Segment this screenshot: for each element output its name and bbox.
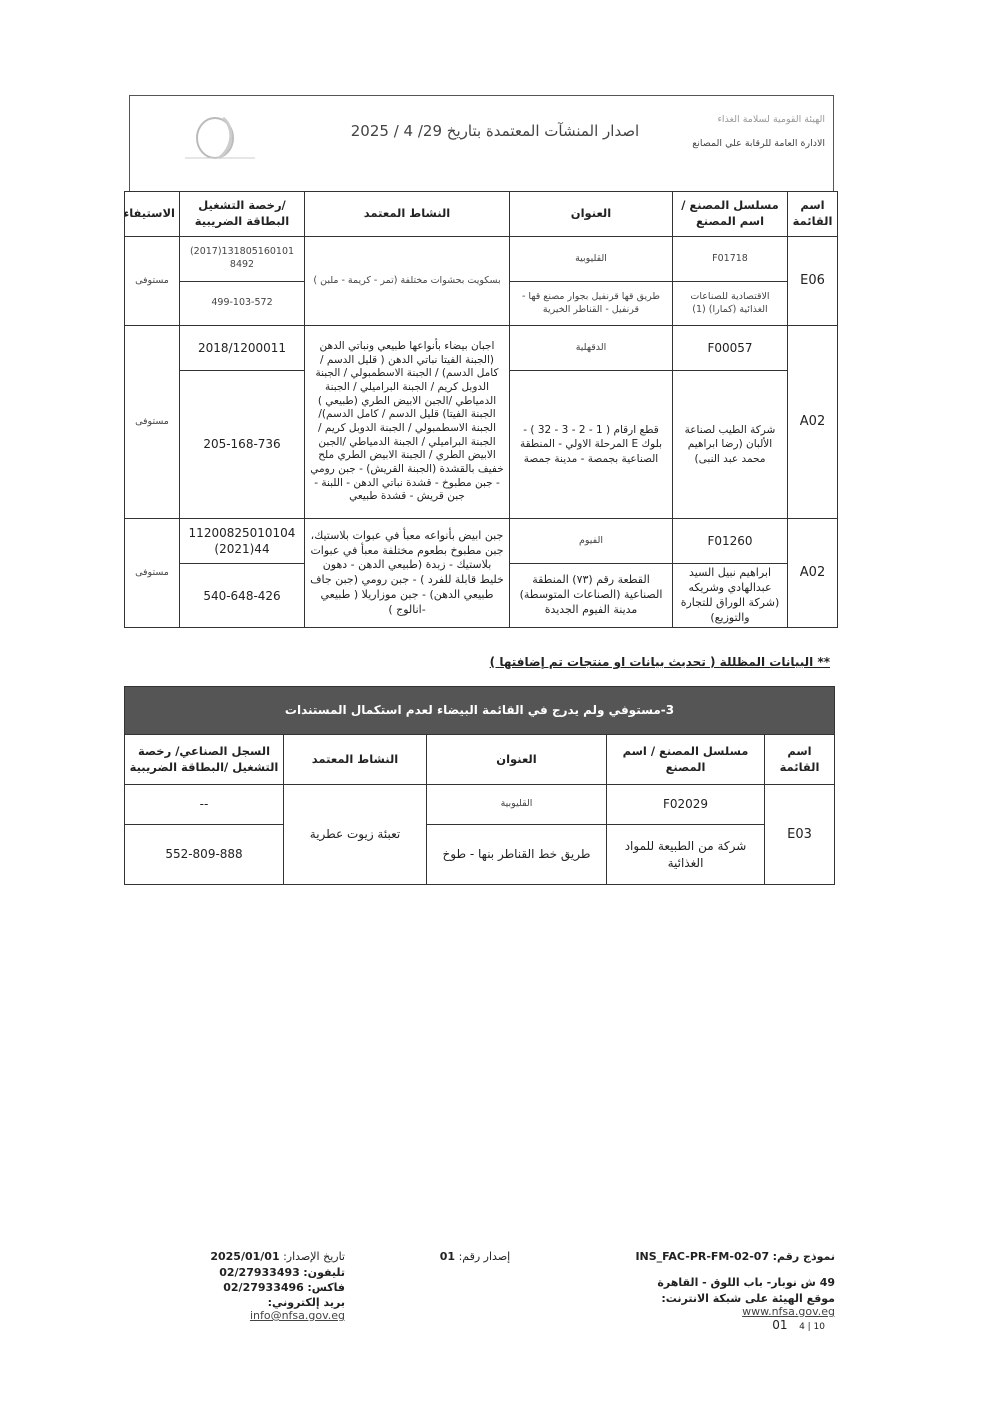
col-address: العنوان <box>427 735 607 785</box>
address: طريق خط القناطر بنها - طوخ <box>427 825 607 885</box>
phone: تليفون: 02/27933493 <box>219 1266 345 1279</box>
email-link[interactable]: info@nfsa.gov.eg <box>249 1309 345 1322</box>
form-number: نموذج رقم: INS_FAC-PR-FM-02-07 <box>635 1250 835 1263</box>
page-title: اصدار المنشآت المعتمدة بتاريخ 29/ 4 / 2025 <box>350 122 640 140</box>
list-code: E03 <box>765 785 835 885</box>
org-name: الهيئة القومية لسلامة الغذاء <box>717 114 825 125</box>
col-factory: مسلسل المصنع / اسم المصنع <box>607 735 765 785</box>
approved-activity: جبن ابيض بأنواعه معبأ في عبوات بلاستيك، جبن مطبوخ بطعوم مختلفة معبأ في عبوات بلاستيك - زبدة (طبيعي الدهن - دهون خليط قابلة للفرد ) - جبن رومي (جبن جاف طبيعي الدهن) - جبن موزاريلا ( طبيعي -انالوج ) <box>305 519 510 628</box>
governorate: الفيوم <box>510 519 673 564</box>
factory-serial: F02029 <box>607 785 765 825</box>
list-code: A02 <box>788 326 838 519</box>
col-list: اسم القائمة <box>788 192 838 237</box>
table-row <box>125 825 835 885</box>
col-status: الاستيفاء <box>125 192 180 237</box>
operating-license: 11200825010104 (2021)44 <box>180 519 305 564</box>
col-list: اسم القائمة <box>765 735 835 785</box>
operating-license: (2017)131805160101 8492 <box>180 237 305 282</box>
factory-name: ابراهيم نبيل السيد عبدالهادي وشريكه (شركة الوراق للتجارة والتوزيع) <box>673 564 788 628</box>
governorate: القليوبية <box>427 785 607 825</box>
tax-card: 499-103-572 <box>180 282 305 326</box>
industrial-register: -- <box>125 785 284 825</box>
approved-facilities-table <box>124 191 838 628</box>
address: قطع ارقام ( 1 - 2 - 3 - 32 ) - بلوك E المرحلة الاولي - المنطقة الصناعية بجمصة - مدينة جمصة <box>510 371 673 519</box>
org-department: الادارة العامة للرقابة علي المصانع <box>692 138 825 149</box>
factory-name: شركة من الطبيعة للمواد الغذائية <box>607 825 765 885</box>
tax-card: 205-168-736 <box>180 371 305 519</box>
table-row <box>125 785 835 825</box>
section-banner: 3-مستوفي ولم يدرج في القائمة البيضاء لعدم استكمال المستندات <box>125 687 835 735</box>
issue-date: تاريخ الإصدار: 2025/01/01 <box>210 1250 345 1263</box>
table-header-row <box>125 192 838 237</box>
page-header <box>129 95 834 192</box>
governorate: القليوبية <box>510 237 673 282</box>
footer <box>120 1250 835 1350</box>
table-row <box>125 326 838 371</box>
operating-license: 2018/1200011 <box>180 326 305 371</box>
fax: فاكس: 02/27933496 <box>223 1281 345 1294</box>
website: موقع الهيئة على شبكة الانترنت: www.nfsa.gov.eg <box>661 1292 835 1318</box>
incomplete-documents-table <box>124 686 835 885</box>
approved-activity: بسكويت بحشوات مختلفة (تمر - كريمة - ملبن ) <box>305 237 510 326</box>
col-address: العنوان <box>510 192 673 237</box>
factory-name: الاقتصادية للصناعات الغذائية (كمارا) (1) <box>673 282 788 326</box>
table-row <box>125 237 838 282</box>
address: القطعة رقم (٧٣) المنطقة الصناعية (الصناعات المتوسطة) مدينة الفيوم الجديدة <box>510 564 673 628</box>
col-factory: مسلسل المصنع / اسم المصنع <box>673 192 788 237</box>
approved-activity: اجبان بيضاء بأنواعها طبيعي ونباتي الدهن (الجبنة الفيتا نباتي الدهن ( قليل الدسم / كامل الدسم) / الجبنة الاسطمبولي / الجبنة الدوبل كريم / الجبنة البراميلي / الجبنة الدمياطي /الجبن الابيض الطري (طبيعي ) الجبنة الفيتا) قليل الدسم / كامل الدسم)/ الجبنة الاسطمبولي / الجبنة الدوبل كريم / الجبنة البراميلي / الجبنة الدمياطي /الجبن الابيض الطري / الجبنة الابيض الطري ملح خفيف بالقشدة (الجبنة القريش) - جبن رومي - جبن مطبوخ - قشدة نباتي الدهن - اللبنة - جبن قريش - قشدة طبيعي <box>305 326 510 519</box>
col-activity: النشاط المعتمد <box>284 735 427 785</box>
col-license: /رخصة التشغيل البطاقة الضريبية <box>180 192 305 237</box>
status: مستوفى <box>125 237 180 326</box>
factory-serial: F01260 <box>673 519 788 564</box>
org-logo <box>175 108 265 164</box>
issue-number: إصدار رقم: 01 <box>439 1250 511 1263</box>
status: مستوفى <box>125 519 180 628</box>
table-row <box>125 519 838 564</box>
approved-activity: تعبئة زيوت عطرية <box>284 785 427 885</box>
factory-name: شركة الطيب لصناعة الألبان (رضا ابراهيم محمد عبد النبى) <box>673 371 788 519</box>
factory-serial: F00057 <box>673 326 788 371</box>
address-line: 49 ش نوبار- باب اللوق - القاهرة <box>657 1276 835 1289</box>
col-license: السجل الصناعي/ رخصة التشغيل /البطاقة الضريبية <box>125 735 284 785</box>
tax-card: 552-809-888 <box>125 825 284 885</box>
website-link[interactable]: www.nfsa.gov.eg <box>742 1305 835 1318</box>
status: مستوفى <box>125 326 180 519</box>
tax-card: 540-648-426 <box>180 564 305 628</box>
address: طريق قها قرنفيل بجوار مصنع قها - قرنفيل - القناطر الخيرية <box>510 282 673 326</box>
email: بريد إلكتروني: info@nfsa.gov.eg <box>249 1296 345 1322</box>
factory-serial: F01718 <box>673 237 788 282</box>
highlight-note: ** البيانات المظللة ( تحديث بيانات او منتجات تم إضافتها ) <box>489 655 830 669</box>
governorate: الدقهلية <box>510 326 673 371</box>
table-header-row <box>125 735 835 785</box>
list-code: E06 <box>788 237 838 326</box>
list-code: A02 <box>788 519 838 628</box>
col-activity: النشاط المعتمد <box>305 192 510 237</box>
page-indicator: 01 4 | 10 <box>772 1318 825 1332</box>
